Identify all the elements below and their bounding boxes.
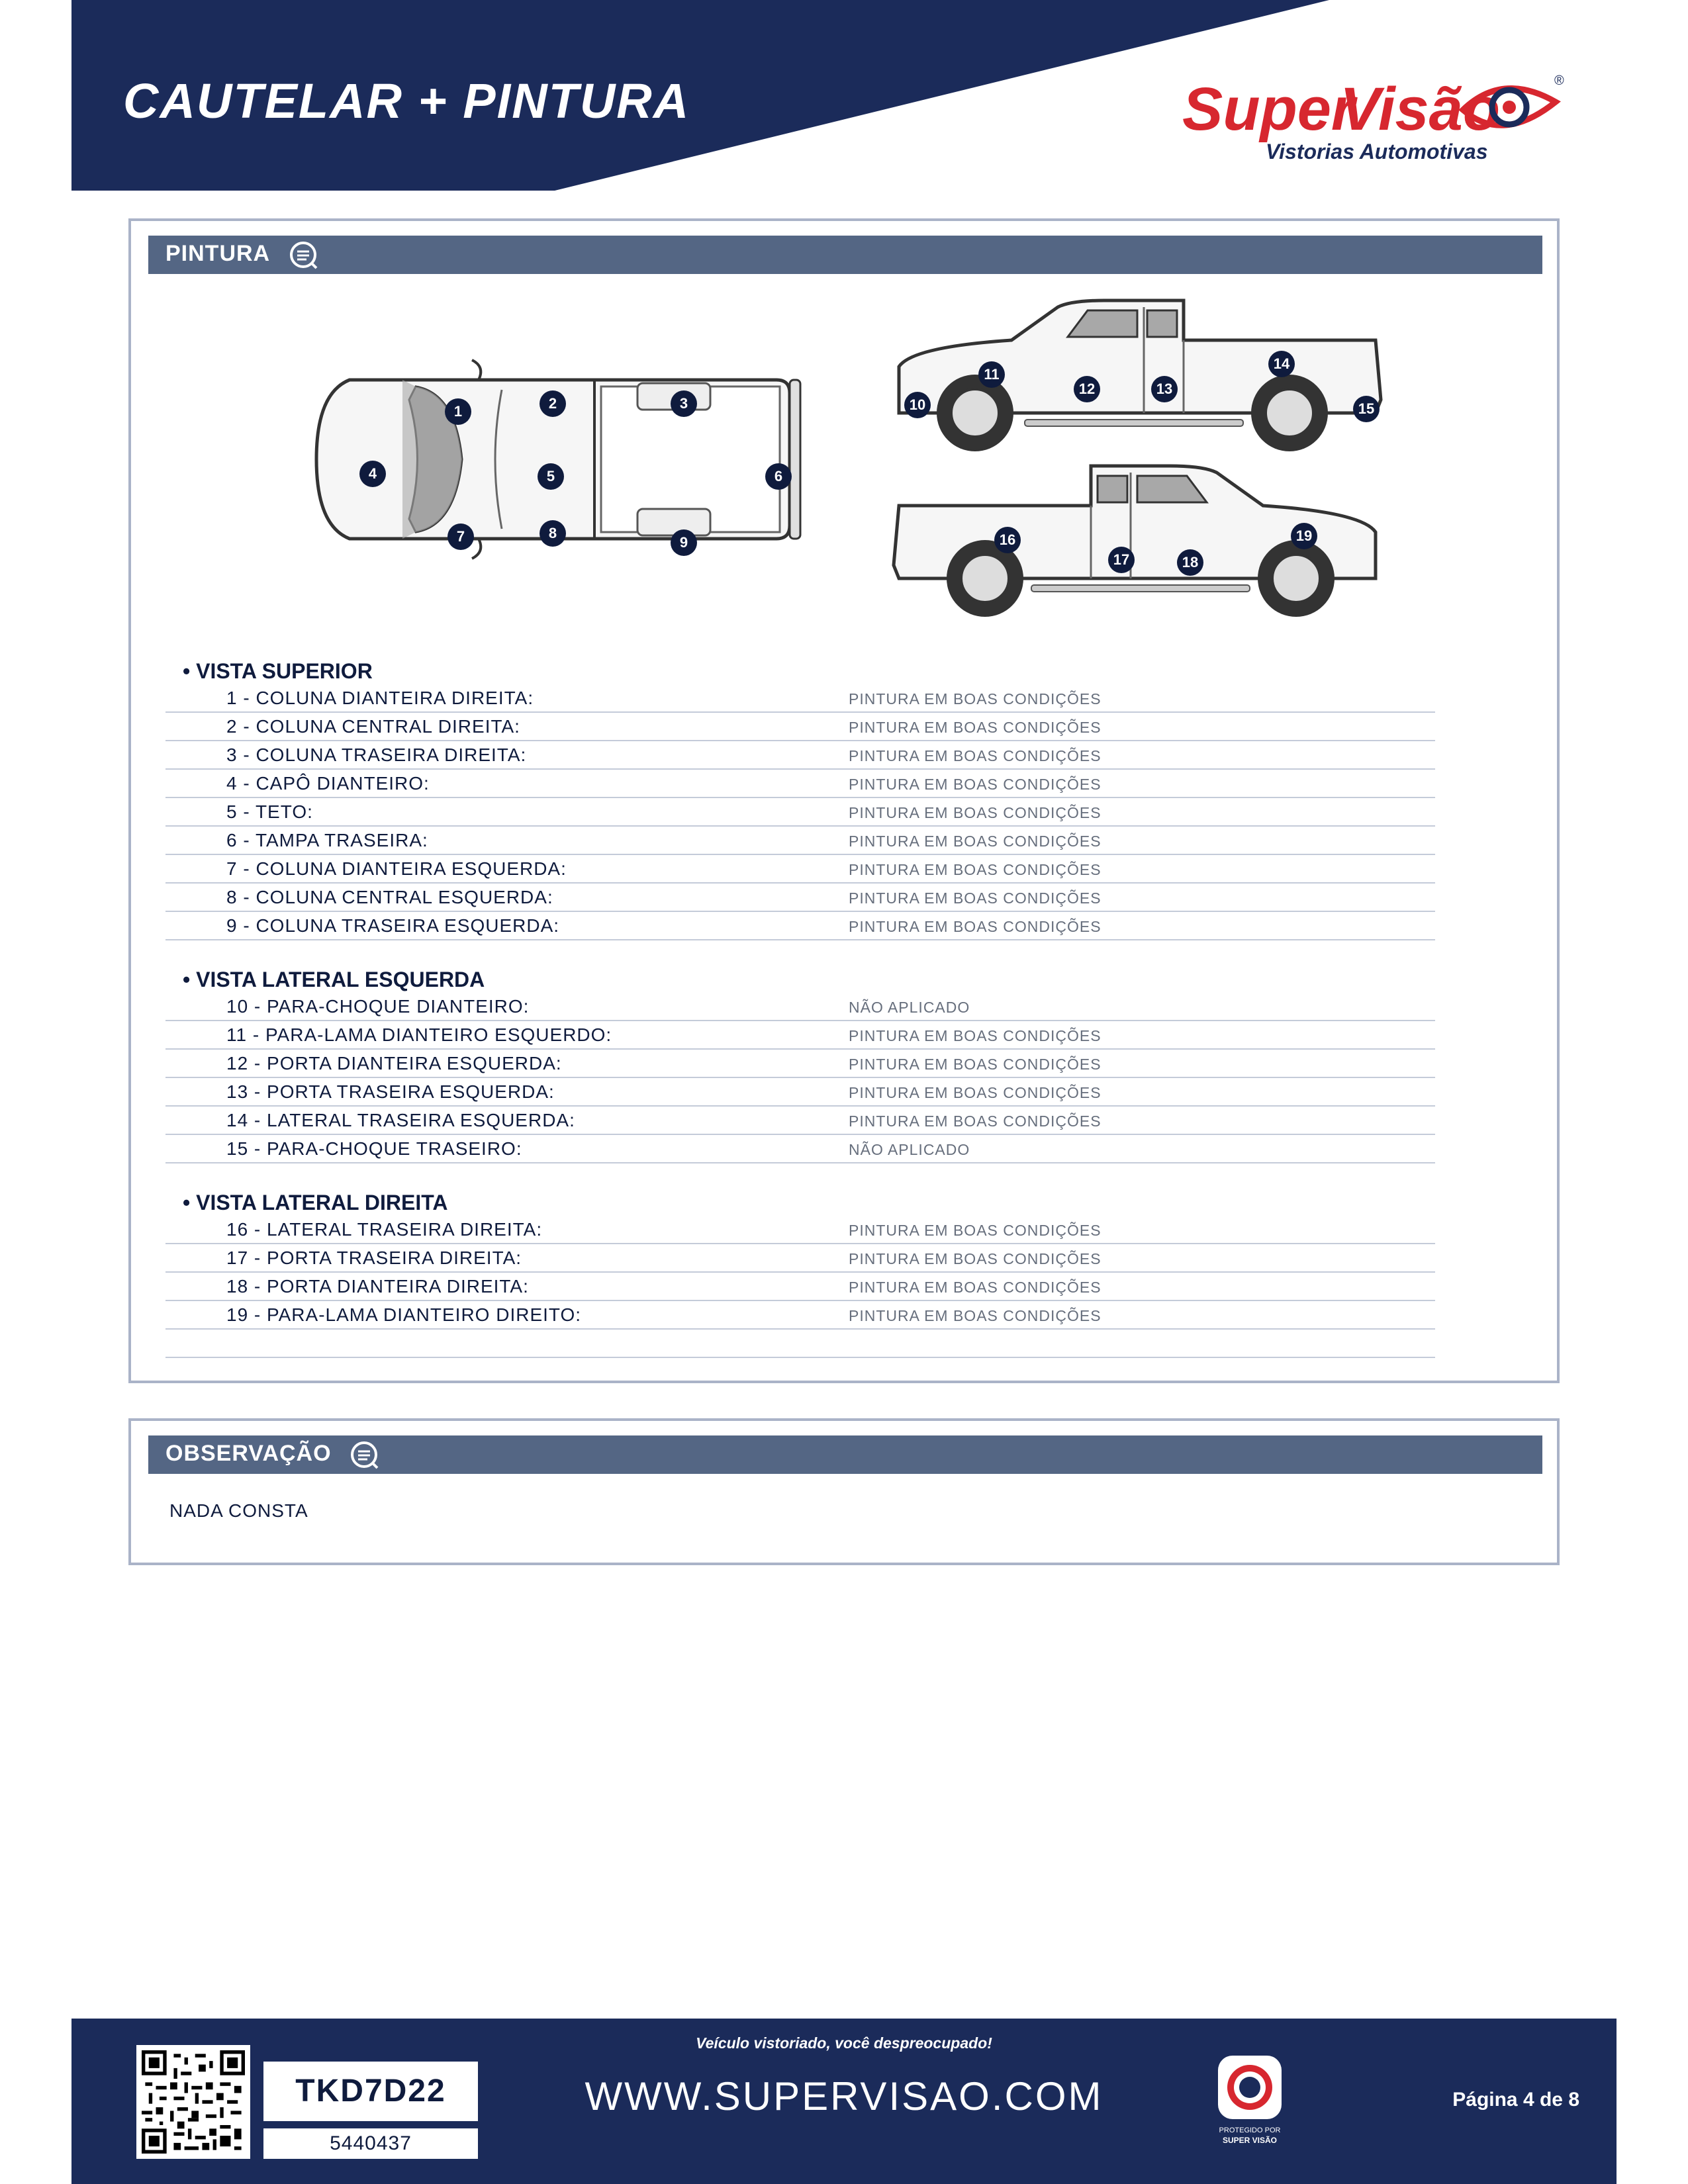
item-value: PINTURA EM BOAS CONDIÇÕES <box>849 776 1102 793</box>
marker-13[interactable]: 13 <box>1151 376 1178 402</box>
list-item <box>165 1216 1435 1244</box>
observacao-header-label: OBSERVAÇÃO <box>165 1441 332 1466</box>
badge-line1: PROTEGIDO POR <box>1219 2126 1281 2134</box>
marker-9[interactable]: 9 <box>671 529 697 556</box>
list-item <box>165 884 1435 912</box>
list-item <box>165 1078 1435 1107</box>
item-label: 4 - CAPÔ DIANTEIRO: <box>226 773 430 794</box>
item-label: 3 - COLUNA TRASEIRA DIREITA: <box>226 745 527 765</box>
item-label: 16 - LATERAL TRASEIRA DIREITA: <box>226 1219 543 1240</box>
item-label: 2 - COLUNA CENTRAL DIREITA: <box>226 716 520 737</box>
website-link[interactable]: WWW.SUPERVISAO.COM <box>585 2074 1103 2118</box>
marker-7[interactable]: 7 <box>447 523 474 550</box>
report-title: CAUTELAR + PINTURA <box>123 73 690 128</box>
item-label: 1 - COLUNA DIANTEIRA DIREITA: <box>226 688 534 708</box>
vehicle-diagrams <box>131 287 1557 658</box>
item-value: NÃO APLICADO <box>849 999 970 1016</box>
observacao-header <box>148 1435 1542 1474</box>
item-value: PINTURA EM BOAS CONDIÇÕES <box>849 1307 1102 1324</box>
list-item <box>165 1107 1435 1135</box>
marker-12[interactable]: 12 <box>1074 376 1100 402</box>
list-item <box>165 798 1435 827</box>
observacao-panel <box>128 1418 1560 1565</box>
observacao-text: NADA CONSTA <box>169 1500 308 1521</box>
marker-2[interactable]: 2 <box>539 390 566 417</box>
item-label: 14 - LATERAL TRASEIRA ESQUERDA: <box>226 1110 575 1130</box>
item-label: 5 - TETO: <box>226 801 313 822</box>
item-label: 18 - PORTA DIANTEIRA DIREITA: <box>226 1276 529 1297</box>
chat-bubble-icon[interactable] <box>289 240 319 271</box>
list-item <box>165 912 1435 940</box>
item-label: 13 - PORTA TRASEIRA ESQUERDA: <box>226 1081 555 1102</box>
marker-10[interactable]: 10 <box>904 392 931 418</box>
list-item <box>165 684 1435 713</box>
item-value: PINTURA EM BOAS CONDIÇÕES <box>849 804 1102 821</box>
shield-badge-icon <box>1210 2052 1289 2151</box>
item-value: PINTURA EM BOAS CONDIÇÕES <box>849 690 1102 707</box>
list-item-empty <box>165 1330 1435 1358</box>
brand-logo <box>1178 71 1562 171</box>
marker-4[interactable]: 4 <box>359 461 386 487</box>
marker-11[interactable]: 11 <box>978 361 1005 388</box>
list-item <box>165 1301 1435 1330</box>
list-item <box>165 741 1435 770</box>
list-item <box>165 993 1435 1021</box>
marker-19[interactable]: 19 <box>1291 523 1317 549</box>
item-value: PINTURA EM BOAS CONDIÇÕES <box>849 918 1102 935</box>
item-label: 19 - PARA-LAMA DIANTEIRO DIREITO: <box>226 1304 582 1325</box>
registered-mark: ® <box>1554 73 1564 88</box>
footer-slogan: Veículo vistoriado, você despreocupado! <box>696 2034 992 2052</box>
chat-bubble-icon[interactable] <box>350 1440 380 1471</box>
item-value: PINTURA EM BOAS CONDIÇÕES <box>849 1113 1102 1130</box>
list-item <box>165 1021 1435 1050</box>
list-item <box>165 1273 1435 1301</box>
pintura-header-label: PINTURA <box>165 241 271 266</box>
section-title-vista-superior: • VISTA SUPERIOR <box>183 659 373 683</box>
item-label: 9 - COLUNA TRASEIRA ESQUERDA: <box>226 915 560 936</box>
marker-15[interactable]: 15 <box>1353 396 1380 422</box>
item-label: 17 - PORTA TRASEIRA DIREITA: <box>226 1248 522 1268</box>
marker-18[interactable]: 18 <box>1177 549 1203 576</box>
list-item <box>165 713 1435 741</box>
marker-6[interactable]: 6 <box>765 463 792 490</box>
page-number: Página 4 de 8 <box>1452 2089 1579 2111</box>
item-value: PINTURA EM BOAS CONDIÇÕES <box>849 1222 1102 1239</box>
list-item <box>165 827 1435 855</box>
item-value: PINTURA EM BOAS CONDIÇÕES <box>849 1250 1102 1267</box>
list-item <box>165 1135 1435 1163</box>
marker-17[interactable]: 17 <box>1108 547 1135 573</box>
marker-8[interactable]: 8 <box>539 520 566 547</box>
list-item <box>165 1244 1435 1273</box>
brand-name-visao: Visão <box>1340 75 1501 143</box>
marker-14[interactable]: 14 <box>1268 351 1295 377</box>
item-value: PINTURA EM BOAS CONDIÇÕES <box>849 719 1102 736</box>
marker-16[interactable]: 16 <box>994 527 1021 553</box>
brand-name-super: Super <box>1182 75 1355 143</box>
pintura-panel <box>128 218 1560 1383</box>
item-value: PINTURA EM BOAS CONDIÇÕES <box>849 1027 1102 1044</box>
item-label: 8 - COLUNA CENTRAL ESQUERDA: <box>226 887 553 907</box>
list-item <box>165 1050 1435 1078</box>
item-value: PINTURA EM BOAS CONDIÇÕES <box>849 1279 1102 1296</box>
item-value: PINTURA EM BOAS CONDIÇÕES <box>849 889 1102 907</box>
item-value: PINTURA EM BOAS CONDIÇÕES <box>849 861 1102 878</box>
item-label: 6 - TAMPA TRASEIRA: <box>226 830 428 850</box>
marker-1[interactable]: 1 <box>445 398 471 425</box>
item-value: PINTURA EM BOAS CONDIÇÕES <box>849 1056 1102 1073</box>
list-item <box>165 855 1435 884</box>
pintura-header <box>148 236 1542 274</box>
item-label: 7 - COLUNA DIANTEIRA ESQUERDA: <box>226 858 567 879</box>
item-value: PINTURA EM BOAS CONDIÇÕES <box>849 1084 1102 1101</box>
item-label: 15 - PARA-CHOQUE TRASEIRO: <box>226 1138 522 1159</box>
footer <box>71 2019 1617 2184</box>
section-title-vista-lateral-esquerda: • VISTA LATERAL ESQUERDA <box>183 968 485 991</box>
marker-5[interactable]: 5 <box>538 463 564 490</box>
item-label: 12 - PORTA DIANTEIRA ESQUERDA: <box>226 1053 562 1073</box>
marker-3[interactable]: 3 <box>671 390 697 417</box>
item-label: 10 - PARA-CHOQUE DIANTEIRO: <box>226 996 530 1017</box>
item-value: PINTURA EM BOAS CONDIÇÕES <box>849 747 1102 764</box>
brand-tagline: Vistorias Automotivas <box>1266 140 1488 163</box>
item-label: 11 - PARA-LAMA DIANTEIRO ESQUERDO: <box>226 1024 612 1045</box>
section-title-vista-lateral-direita: • VISTA LATERAL DIREITA <box>183 1191 448 1214</box>
truck-left-side-view <box>886 287 1389 466</box>
item-value: NÃO APLICADO <box>849 1141 970 1158</box>
inspection-code: 5440437 <box>263 2128 478 2159</box>
list-item <box>165 770 1435 798</box>
item-value: PINTURA EM BOAS CONDIÇÕES <box>849 833 1102 850</box>
badge-line2: SUPER VISÃO <box>1222 2136 1278 2145</box>
license-plate: TKD7D22 <box>263 2062 478 2121</box>
